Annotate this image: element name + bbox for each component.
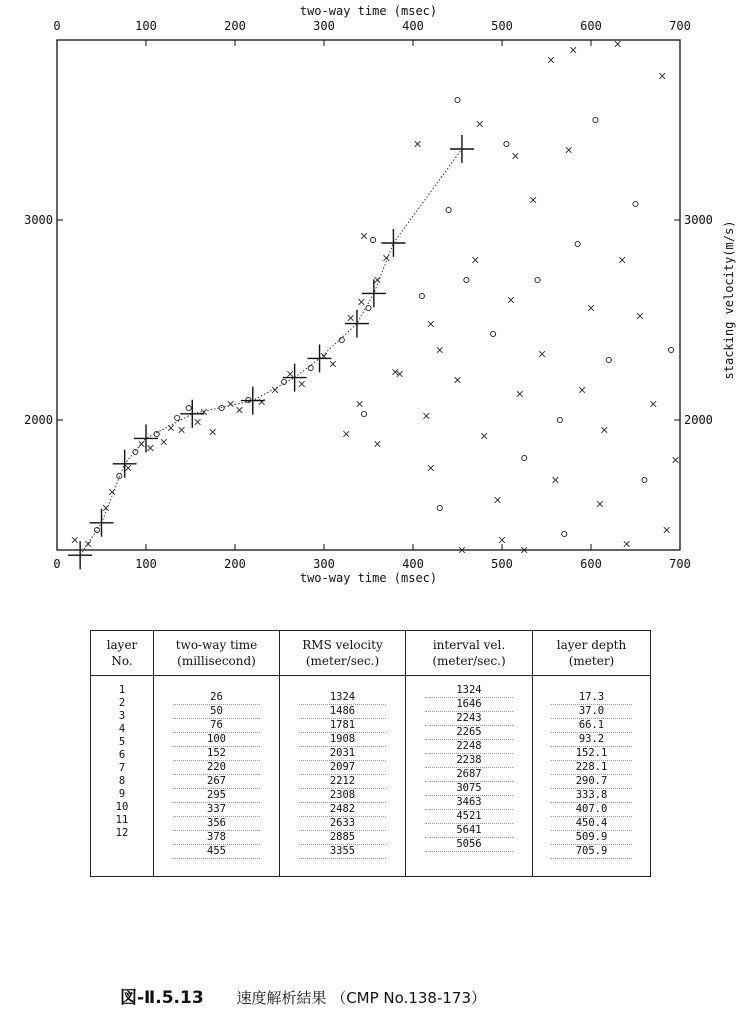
y-tick-label-left: 2000 bbox=[24, 413, 53, 427]
scatter-point-cross bbox=[530, 197, 536, 203]
velocity-pick-marker bbox=[450, 135, 474, 163]
y-tick-label-right: 3000 bbox=[684, 213, 713, 227]
rms-velocity-cell: 2212 bbox=[299, 775, 387, 789]
x-tick-label-top: 600 bbox=[580, 19, 602, 33]
scatter-point-cross bbox=[579, 387, 585, 393]
scatter-point-cross bbox=[664, 527, 670, 533]
axes-group bbox=[24, 4, 736, 585]
scatter-point-cross bbox=[548, 57, 554, 63]
scatter-point-cross bbox=[125, 465, 131, 471]
scatter-point-circle bbox=[535, 277, 540, 282]
layer-depth-cell: 37.0 bbox=[551, 705, 633, 719]
rms-velocity-cell: 2633 bbox=[299, 817, 387, 831]
header-two-way-time: two-way time (millisecond) bbox=[154, 631, 280, 676]
header-rms-velocity: RMS velocity (meter/sec.) bbox=[280, 631, 406, 676]
scatter-point-circle bbox=[593, 117, 598, 122]
velocity-pick-marker bbox=[345, 310, 369, 338]
interval-vel-cell: 2687 bbox=[425, 768, 513, 782]
scatter-point-cross bbox=[566, 147, 572, 153]
two-way-time-cell: 76 bbox=[173, 719, 261, 733]
scatter-point-circle bbox=[455, 97, 460, 102]
scatter-point-cross bbox=[210, 429, 216, 435]
scatter-point-circle bbox=[437, 505, 442, 510]
interval-vel-cell: 1646 bbox=[425, 698, 513, 712]
scatter-point-cross bbox=[375, 441, 381, 447]
scatter-point-cross bbox=[473, 257, 479, 263]
layer-depth-cell: 93.2 bbox=[551, 733, 633, 747]
scatter-point-cross bbox=[428, 321, 434, 327]
scatter-point-circle bbox=[633, 201, 638, 206]
x-tick-label-top: 200 bbox=[224, 19, 246, 33]
x-tick-label-bottom: 400 bbox=[402, 557, 424, 571]
two-way-time-cell: 152 bbox=[173, 747, 261, 761]
layer-number-cell: 7 bbox=[118, 762, 126, 774]
scatter-point-cross bbox=[384, 255, 390, 261]
scatter-point-cross bbox=[477, 121, 483, 127]
two-way-time-cell: 337 bbox=[173, 803, 261, 817]
scatter-point-cross bbox=[513, 153, 519, 159]
scatter-point-circle bbox=[522, 455, 527, 460]
velocity-table bbox=[90, 630, 651, 877]
layer-number-cell: 4 bbox=[118, 723, 126, 735]
x-tick-label-top: 0 bbox=[53, 19, 61, 33]
rms-velocity-cell: 2885 bbox=[299, 831, 387, 845]
scatter-point-cross bbox=[455, 377, 461, 383]
scatter-point-cross bbox=[615, 41, 621, 47]
scatter-point-cross bbox=[637, 313, 643, 319]
rms-velocity-cell: 2482 bbox=[299, 803, 387, 817]
x-tick-label-bottom: 700 bbox=[669, 557, 691, 571]
scatter-point-cross bbox=[602, 427, 608, 433]
scatter-point-cross bbox=[348, 315, 354, 321]
layer-depth-cell: 450.4 bbox=[551, 817, 633, 831]
scatter-point-cross bbox=[287, 371, 293, 377]
scatter-point-cross bbox=[237, 407, 243, 413]
x-tick-label-top: 700 bbox=[669, 19, 691, 33]
layer-number-cell: 8 bbox=[118, 775, 126, 787]
interval-vel-cell: 5641 bbox=[425, 824, 513, 838]
two-way-time-cell: 356 bbox=[173, 817, 261, 831]
scatter-point-cross bbox=[659, 73, 665, 79]
x-tick-label-bottom: 300 bbox=[313, 557, 335, 571]
layer-depth-cell: 228.1 bbox=[551, 761, 633, 775]
scatter-point-cross bbox=[359, 299, 365, 305]
scatter-point-circle bbox=[606, 357, 611, 362]
scatter-point-cross bbox=[619, 257, 625, 263]
layer-depth-cell: 509.9 bbox=[551, 831, 633, 845]
column-rms-velocity bbox=[280, 684, 405, 859]
scatter-point-cross bbox=[588, 305, 594, 311]
header-interval-vel: interval vel. (meter/sec.) bbox=[406, 631, 533, 676]
scatter-point-cross bbox=[72, 537, 78, 543]
y-tick-label-left: 3000 bbox=[24, 213, 53, 227]
scatter-point-cross bbox=[424, 413, 430, 419]
interval-vel-cell: 3463 bbox=[425, 796, 513, 810]
interval-vel-cell: 1324 bbox=[425, 684, 513, 698]
scatter-points bbox=[72, 41, 678, 553]
x-tick-label-bottom: 200 bbox=[224, 557, 246, 571]
layer-depth-cell: 407.0 bbox=[551, 803, 633, 817]
header-layer: layer No. bbox=[91, 631, 154, 676]
two-way-time-cell: 378 bbox=[173, 831, 261, 845]
scatter-point-circle bbox=[94, 527, 99, 532]
x-axis-title-bottom: two-way time (msec) bbox=[299, 571, 438, 585]
scatter-point-cross bbox=[299, 381, 305, 387]
scatter-point-cross bbox=[539, 351, 545, 357]
scatter-point-cross bbox=[343, 431, 349, 437]
layer-number-cell: 2 bbox=[118, 697, 126, 709]
layer-number-cell: 11 bbox=[115, 814, 129, 826]
layer-depth-cell: 290.7 bbox=[551, 775, 633, 789]
column-interval-vel bbox=[406, 684, 532, 852]
scatter-point-circle bbox=[361, 411, 366, 416]
velocity-picks bbox=[68, 135, 474, 569]
scatter-point-cross bbox=[624, 541, 630, 547]
velocity-pick-marker bbox=[180, 400, 204, 428]
layer-depth-cell: 66.1 bbox=[551, 719, 633, 733]
interval-vel-cell: 4521 bbox=[425, 810, 513, 824]
two-way-time-cell: 455 bbox=[173, 845, 261, 859]
x-tick-label-bottom: 600 bbox=[580, 557, 602, 571]
scatter-point-cross bbox=[481, 433, 487, 439]
x-tick-label-bottom: 100 bbox=[135, 557, 157, 571]
two-way-time-cell: 220 bbox=[173, 761, 261, 775]
scatter-point-cross bbox=[415, 141, 421, 147]
interval-vel-cell: 2265 bbox=[425, 726, 513, 740]
scatter-point-cross bbox=[179, 427, 185, 433]
scatter-point-circle bbox=[575, 241, 580, 246]
figure-title: 速度解析結果 （CMP No.138-173） bbox=[236, 989, 487, 1007]
x-tick-label-top: 100 bbox=[135, 19, 157, 33]
velocity-function-line bbox=[80, 149, 462, 555]
column-two-way-time bbox=[154, 684, 279, 859]
scatter-point-circle bbox=[186, 405, 191, 410]
two-way-time-cell: 50 bbox=[173, 705, 261, 719]
interval-vel-cell: 5056 bbox=[425, 838, 513, 852]
x-tick-label-top: 500 bbox=[491, 19, 513, 33]
plot-frame bbox=[57, 40, 680, 550]
column-layer bbox=[91, 684, 153, 840]
header-layer-depth: layer depth (meter) bbox=[533, 631, 651, 676]
layer-depth-cell: 705.9 bbox=[551, 845, 633, 859]
scatter-point-circle bbox=[642, 477, 647, 482]
scatter-point-cross bbox=[597, 501, 603, 507]
x-tick-label-bottom: 500 bbox=[491, 557, 513, 571]
layer-number-cell: 1 bbox=[118, 684, 126, 696]
x-tick-label-top: 300 bbox=[313, 19, 335, 33]
scatter-point-cross bbox=[499, 537, 505, 543]
x-tick-label-bottom: 0 bbox=[53, 557, 61, 571]
y-tick-label-right: 2000 bbox=[684, 413, 713, 427]
two-way-time-cell: 295 bbox=[173, 789, 261, 803]
scatter-point-cross bbox=[272, 387, 278, 393]
interval-vel-cell: 3075 bbox=[425, 782, 513, 796]
figure-number: 図-Ⅱ.5.13 bbox=[120, 988, 204, 1008]
scatter-point-cross bbox=[495, 497, 501, 503]
rms-velocity-cell: 1324 bbox=[299, 691, 387, 705]
scatter-point-cross bbox=[428, 465, 434, 471]
scatter-point-circle bbox=[219, 405, 224, 410]
scatter-point-cross bbox=[330, 361, 336, 367]
rms-velocity-cell: 3355 bbox=[299, 845, 387, 859]
scatter-point-circle bbox=[557, 417, 562, 422]
velocity-pick-marker bbox=[308, 344, 332, 372]
scatter-point-circle bbox=[117, 473, 122, 478]
layer-number-cell: 10 bbox=[115, 801, 129, 813]
rms-velocity-cell: 1908 bbox=[299, 733, 387, 747]
scatter-point-circle bbox=[446, 207, 451, 212]
x-tick-label-top: 400 bbox=[402, 19, 424, 33]
velocity-pick-marker bbox=[90, 509, 114, 537]
layer-depth-cell: 333.8 bbox=[551, 789, 633, 803]
scatter-point-cross bbox=[508, 297, 514, 303]
interval-vel-cell: 2238 bbox=[425, 754, 513, 768]
rms-velocity-cell: 2031 bbox=[299, 747, 387, 761]
rms-velocity-cell: 2308 bbox=[299, 789, 387, 803]
x-axis-title-top: two-way time (msec) bbox=[299, 4, 438, 18]
scatter-point-cross bbox=[361, 233, 367, 239]
layer-number-cell: 9 bbox=[118, 788, 126, 800]
rms-velocity-cell: 1781 bbox=[299, 719, 387, 733]
scatter-point-cross bbox=[148, 445, 154, 451]
layer-number-cell: 3 bbox=[118, 710, 126, 722]
layer-depth-cell: 152.1 bbox=[551, 747, 633, 761]
scatter-point-cross bbox=[437, 347, 443, 353]
scatter-point-circle bbox=[175, 415, 180, 420]
scatter-point-cross bbox=[161, 439, 167, 445]
scatter-point-circle bbox=[339, 337, 344, 342]
column-layer-depth bbox=[533, 684, 650, 859]
layer-number-cell: 12 bbox=[115, 827, 129, 839]
two-way-time-cell: 26 bbox=[173, 691, 261, 705]
scatter-point-cross bbox=[570, 47, 576, 53]
scatter-point-cross bbox=[517, 391, 523, 397]
velocity-pick-marker bbox=[381, 229, 405, 257]
velocity-pick-marker bbox=[283, 364, 307, 392]
y-axis-title-right: stacking velocity(m/s) bbox=[722, 220, 736, 380]
two-way-time-cell: 267 bbox=[173, 775, 261, 789]
scatter-point-cross bbox=[651, 401, 657, 407]
scatter-point-cross bbox=[195, 419, 201, 425]
scatter-point-cross bbox=[673, 457, 679, 463]
scatter-point-circle bbox=[669, 347, 674, 352]
scatter-point-circle bbox=[491, 331, 496, 336]
layer-number-cell: 6 bbox=[118, 749, 126, 761]
scatter-point-circle bbox=[504, 141, 509, 146]
velocity-pick-marker bbox=[68, 541, 92, 569]
velocity-pick-marker bbox=[241, 387, 265, 415]
layer-depth-cell: 17.3 bbox=[551, 691, 633, 705]
scatter-point-circle bbox=[419, 293, 424, 298]
layer-number-cell: 5 bbox=[118, 736, 126, 748]
rms-velocity-cell: 1486 bbox=[299, 705, 387, 719]
interval-vel-cell: 2248 bbox=[425, 740, 513, 754]
scatter-point-circle bbox=[562, 531, 567, 536]
velocity-pick-marker bbox=[362, 279, 386, 307]
scatter-point-circle bbox=[370, 237, 375, 242]
velocity-pick-marker bbox=[134, 424, 158, 452]
scatter-point-circle bbox=[464, 277, 469, 282]
figure-caption bbox=[120, 983, 486, 1008]
interval-vel-cell: 2243 bbox=[425, 712, 513, 726]
scatter-point-cross bbox=[357, 401, 363, 407]
two-way-time-cell: 100 bbox=[173, 733, 261, 747]
scatter-point-cross bbox=[553, 477, 559, 483]
rms-velocity-cell: 2097 bbox=[299, 761, 387, 775]
